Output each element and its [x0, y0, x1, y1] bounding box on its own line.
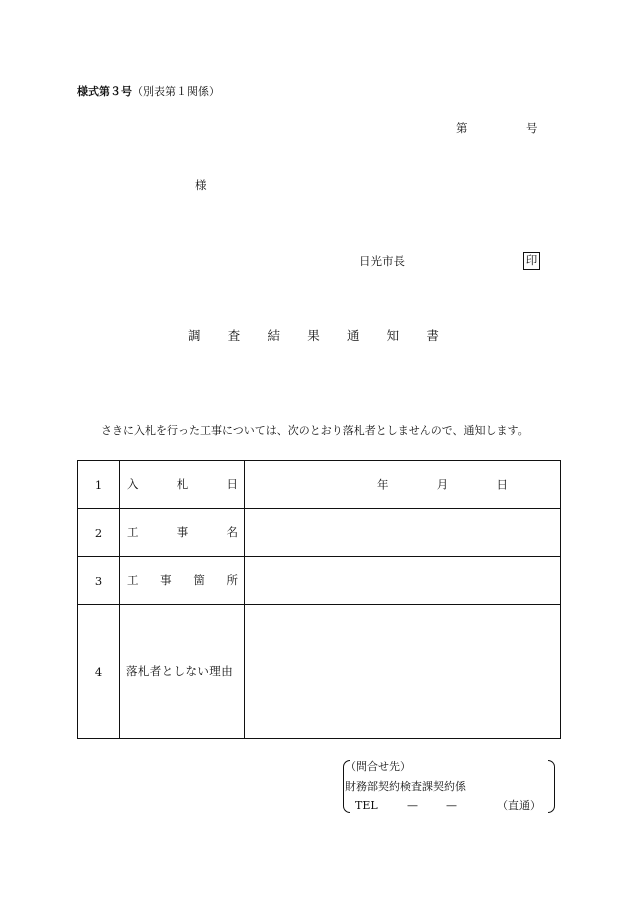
reason-value-cell	[245, 605, 561, 739]
contact-tel-dash: —	[446, 799, 457, 812]
row-number: 1	[78, 461, 120, 509]
contact-tel-extension: （直通）	[497, 799, 541, 812]
title-char: 通	[346, 328, 360, 343]
row-number: 3	[78, 557, 120, 605]
row-label-cell	[120, 605, 245, 739]
label-char: 入	[127, 476, 139, 491]
title-char: 知	[386, 328, 400, 343]
row-label-cell	[120, 509, 245, 557]
label-char: 工	[127, 524, 139, 539]
title-char: 結	[267, 328, 280, 343]
contact-heading: （問合せ先）	[345, 760, 411, 773]
label-char: 名	[226, 524, 238, 539]
label-char: 工	[127, 572, 139, 587]
date-year-label: 年	[377, 476, 389, 491]
table-row	[78, 605, 561, 739]
form-number-relation: （別表第１関係）	[132, 85, 220, 98]
result-table	[77, 460, 561, 739]
body-paragraph: さきに入札を行った工事については、次のとおり落札者としませんので、通知します。	[101, 424, 529, 437]
row-number: 4	[78, 605, 120, 739]
row-number: 2	[78, 509, 120, 557]
form-number-label: 様式第３号	[77, 85, 132, 98]
label-char: 所	[226, 572, 238, 587]
seal-stamp-box: 印	[523, 252, 540, 270]
label-char: 事	[176, 524, 189, 539]
project-location-value-cell	[245, 557, 561, 605]
contact-department: 財務部契約検査課契約係	[345, 780, 466, 793]
project-name-value-cell	[245, 509, 561, 557]
title-char: 調	[188, 328, 201, 343]
title-char: 査	[227, 328, 241, 343]
row-label-project-name	[120, 524, 244, 539]
label-char: 事	[160, 572, 172, 587]
row-label-project-location	[120, 572, 244, 587]
date-month-label: 月	[436, 476, 449, 491]
document-number-prefix: 第	[456, 121, 468, 135]
table-row	[78, 557, 561, 605]
addressee-honorific: 様	[195, 178, 207, 192]
issuer-name: 日光市長	[359, 254, 405, 268]
date-day-label: 日	[496, 476, 508, 491]
contact-tel-label: TEL	[355, 799, 378, 812]
bid-date-value-cell	[245, 461, 561, 509]
row-label-bid-date	[120, 476, 244, 491]
document-number-suffix: 号	[526, 121, 538, 135]
form-number	[77, 86, 220, 97]
table-row	[78, 509, 561, 557]
title-char: 書	[426, 328, 439, 343]
label-char: 箇	[193, 572, 205, 587]
row-label-cell	[120, 461, 245, 509]
row-label-cell	[120, 557, 245, 605]
document-title	[188, 330, 439, 343]
contact-bracket-right	[548, 760, 555, 813]
table-row	[78, 461, 561, 509]
title-char: 果	[307, 328, 320, 343]
date-placeholder	[377, 476, 508, 491]
contact-tel-dash: —	[407, 799, 418, 812]
label-char: 日	[226, 476, 238, 491]
row-label-reason: 落札者としない理由	[126, 663, 234, 678]
label-char: 札	[176, 476, 189, 491]
